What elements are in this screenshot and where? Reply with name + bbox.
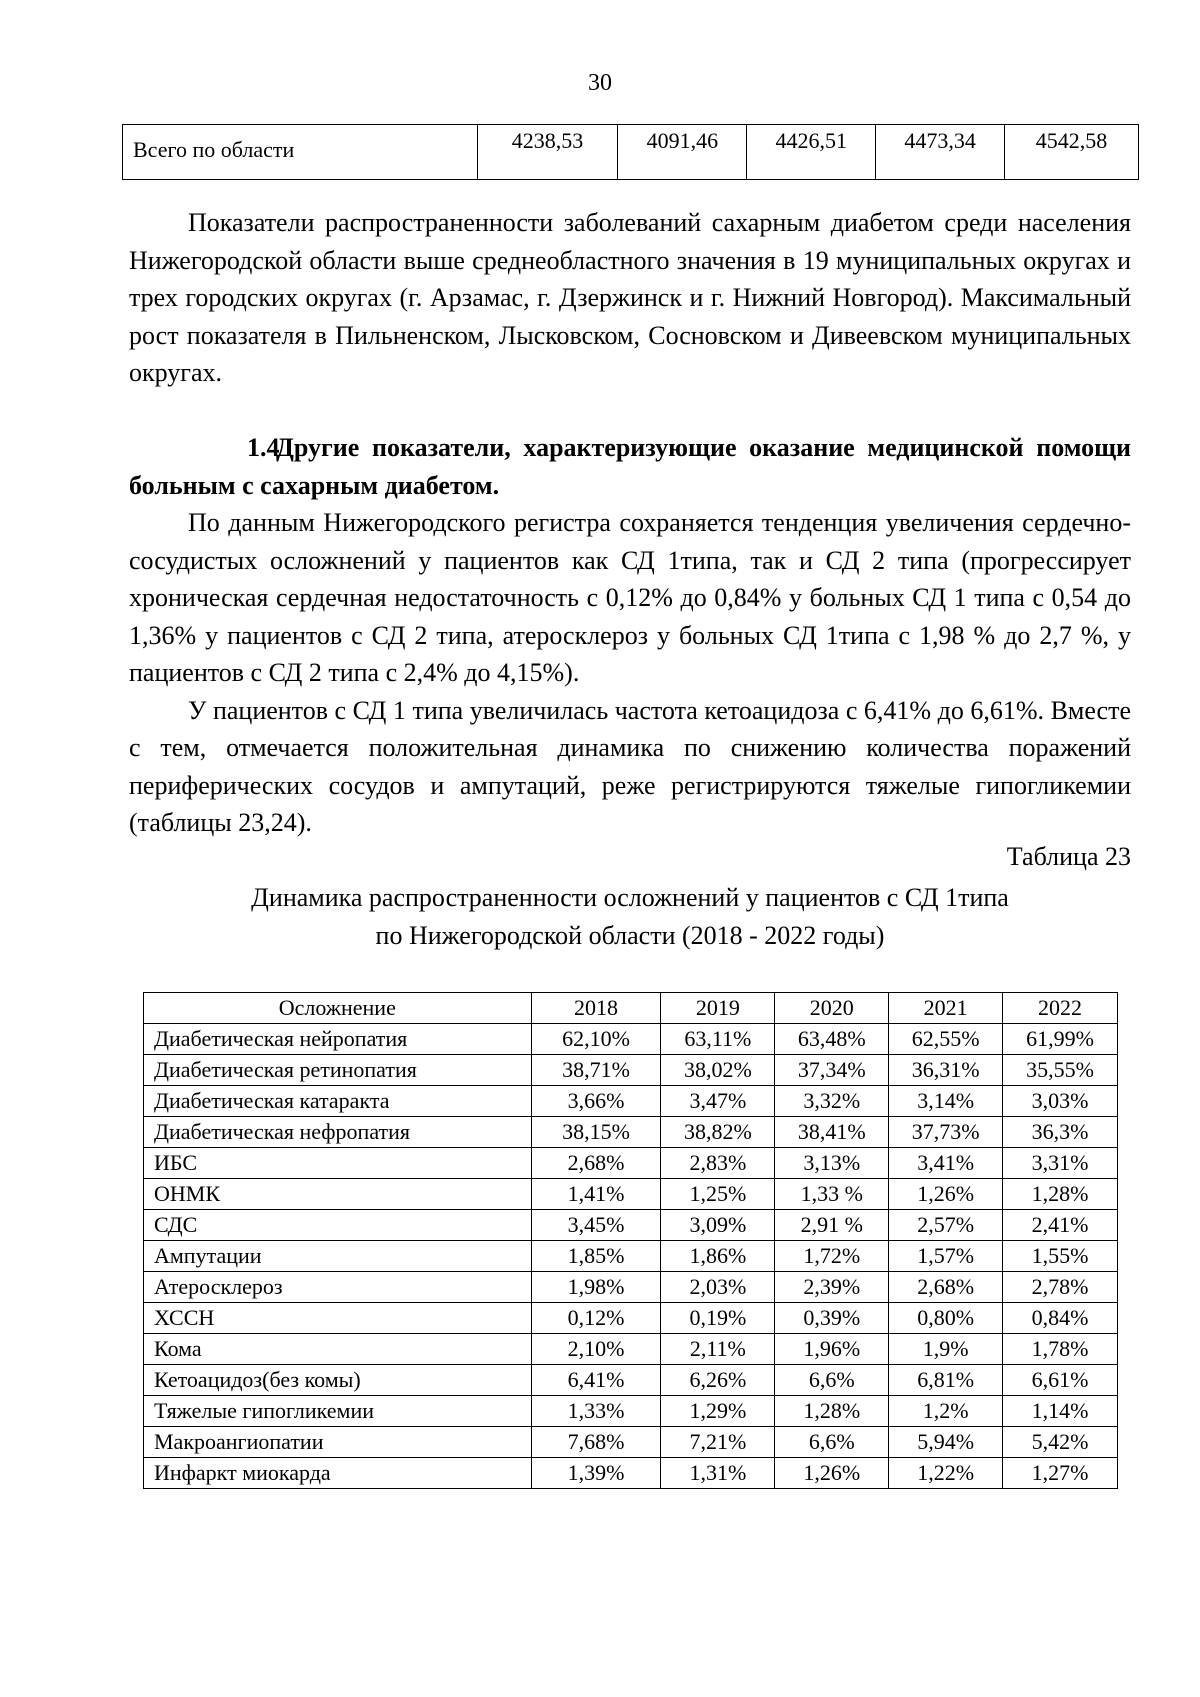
- percent-cell: 3,03%: [1003, 1086, 1118, 1117]
- percent-cell: 1,33%: [531, 1396, 661, 1427]
- table-row: [144, 1365, 1118, 1396]
- table-row: [144, 1210, 1118, 1241]
- column-header: 2022: [1003, 993, 1118, 1024]
- complication-name: Тяжелые гипогликемии: [144, 1396, 532, 1427]
- percent-cell: 1,41%: [531, 1179, 661, 1210]
- percent-cell: 2,68%: [531, 1148, 661, 1179]
- complication-name: Кома: [144, 1334, 532, 1365]
- percent-cell: 6,26%: [661, 1365, 775, 1396]
- percent-cell: 2,57%: [889, 1210, 1003, 1241]
- value-cell: 4091,46: [618, 125, 747, 180]
- value-cell: 4238,53: [477, 125, 618, 180]
- section-number: 1.4: [247, 433, 280, 462]
- column-header: 2018: [531, 993, 661, 1024]
- percent-cell: 1,33 %: [775, 1179, 889, 1210]
- percent-cell: 1,98%: [531, 1272, 661, 1303]
- percent-cell: 1,22%: [889, 1458, 1003, 1489]
- column-header: Осложнение: [144, 993, 532, 1024]
- percent-cell: 38,15%: [531, 1117, 661, 1148]
- complication-name: ОНМК: [144, 1179, 532, 1210]
- percent-cell: 1,26%: [889, 1179, 1003, 1210]
- percent-cell: 0,80%: [889, 1303, 1003, 1334]
- value-cell: 4473,34: [876, 125, 1005, 180]
- percent-cell: 3,31%: [1003, 1148, 1118, 1179]
- row-label: Всего по области: [123, 125, 478, 180]
- complications-table: [143, 992, 1118, 1489]
- percent-cell: 62,55%: [889, 1024, 1003, 1055]
- percent-cell: 0,12%: [531, 1303, 661, 1334]
- paragraph: У пациентов с СД 1 типа увеличилась частота кетоацидоза с 6,41% до 6,61%. Вместе с тем, отмечается положительная динамика по снижению количества поражений периферических сосудов и ампутаций, реже регистрируются тяжелые гипогликемии (таблицы 23,24).: [129, 695, 1131, 837]
- table-row: [144, 1148, 1118, 1179]
- complication-name: СДС: [144, 1210, 532, 1241]
- percent-cell: 1,31%: [661, 1458, 775, 1489]
- table-body: [144, 1024, 1118, 1489]
- table-title-line: Динамика распространенности осложнений у пациентов с СД 1типа: [251, 883, 1009, 912]
- percent-cell: 3,47%: [661, 1086, 775, 1117]
- percent-cell: 2,39%: [775, 1272, 889, 1303]
- paragraph: По данным Нижегородского регистра сохраняется тенденция увеличения сердечно-сосудистых осложнений у пациентов как СД 1типа, так и СД 2 типа (прогрессирует хроническая сердечная недостаточность с 0,12% до 0,84% у больных СД 1 типа с 0,54 до 1,36% у пациентов с СД 2 типа, атеросклероз у больных СД 1типа с 1,98 % до 2,7 %, у пациентов с СД 2 типа с 2,4% до 4,15%).: [129, 508, 1131, 687]
- section-heading: [129, 429, 1131, 504]
- percent-cell: 35,55%: [1003, 1055, 1118, 1086]
- percent-cell: 2,78%: [1003, 1272, 1118, 1303]
- percent-cell: 6,61%: [1003, 1365, 1118, 1396]
- percent-cell: 63,11%: [661, 1024, 775, 1055]
- complication-name: Диабетическая нейропатия: [144, 1024, 532, 1055]
- table-row: [144, 1334, 1118, 1365]
- percent-cell: 1,86%: [661, 1241, 775, 1272]
- percent-cell: 1,78%: [1003, 1334, 1118, 1365]
- column-header: 2021: [889, 993, 1003, 1024]
- percent-cell: 3,41%: [889, 1148, 1003, 1179]
- table-row: [144, 1272, 1118, 1303]
- percent-cell: 1,2%: [889, 1396, 1003, 1427]
- percent-cell: 1,14%: [1003, 1396, 1118, 1427]
- percent-cell: 1,57%: [889, 1241, 1003, 1272]
- percent-cell: 7,68%: [531, 1427, 661, 1458]
- table-row: [144, 1024, 1118, 1055]
- percent-cell: 2,03%: [661, 1272, 775, 1303]
- percent-cell: 6,81%: [889, 1365, 1003, 1396]
- table-label: Таблица 23: [1006, 842, 1131, 871]
- percent-cell: 2,83%: [661, 1148, 775, 1179]
- percent-cell: 0,19%: [661, 1303, 775, 1334]
- table-row: [144, 1427, 1118, 1458]
- complication-name: Кетоацидоз(без комы): [144, 1365, 532, 1396]
- column-header: 2020: [775, 993, 889, 1024]
- table-row: [144, 1458, 1118, 1489]
- percent-cell: 37,34%: [775, 1055, 889, 1086]
- column-header: 2019: [661, 993, 775, 1024]
- complication-name: Диабетическая катаракта: [144, 1086, 532, 1117]
- percent-cell: 1,28%: [775, 1396, 889, 1427]
- paragraph: Показатели распространенности заболеваний сахарным диабетом среди населения Нижегородской области выше среднеобластного значения в 19 муниципальных округах и трех городских округах (г. Арзамас, г. Дзержинск и г. Нижний Новгород). Максимальный рост показателя в Пильненском, Лысковском, Сосновском и Дивеевском муниципальных округах.: [129, 208, 1131, 387]
- region-total-table: [122, 124, 1139, 180]
- percent-cell: 1,72%: [775, 1241, 889, 1272]
- table-row: [144, 1396, 1118, 1427]
- page-number: 30: [588, 70, 612, 96]
- percent-cell: 3,13%: [775, 1148, 889, 1179]
- percent-cell: 38,82%: [661, 1117, 775, 1148]
- percent-cell: 6,41%: [531, 1365, 661, 1396]
- section-title: Другие показатели, характеризующие оказание медицинской помощи больным с сахарным диабетом.: [129, 433, 1131, 500]
- complication-name: Диабетическая нефропатия: [144, 1117, 532, 1148]
- percent-cell: 1,26%: [775, 1458, 889, 1489]
- value-cell: 4426,51: [747, 125, 876, 180]
- percent-cell: 7,21%: [661, 1427, 775, 1458]
- table-title-line: по Нижегородской области (2018 - 2022 годы): [375, 921, 885, 950]
- table-row: [144, 1241, 1118, 1272]
- percent-cell: 61,99%: [1003, 1024, 1118, 1055]
- percent-cell: 63,48%: [775, 1024, 889, 1055]
- percent-cell: 1,29%: [661, 1396, 775, 1427]
- percent-cell: 2,10%: [531, 1334, 661, 1365]
- percent-cell: 1,9%: [889, 1334, 1003, 1365]
- complication-name: Ампутации: [144, 1241, 532, 1272]
- percent-cell: 2,41%: [1003, 1210, 1118, 1241]
- percent-cell: 1,85%: [531, 1241, 661, 1272]
- percent-cell: 38,02%: [661, 1055, 775, 1086]
- value-cell: 4542,58: [1005, 125, 1139, 180]
- percent-cell: 62,10%: [531, 1024, 661, 1055]
- percent-cell: 1,96%: [775, 1334, 889, 1365]
- percent-cell: 6,6%: [775, 1365, 889, 1396]
- percent-cell: 6,6%: [775, 1427, 889, 1458]
- percent-cell: 3,09%: [661, 1210, 775, 1241]
- table-row: [144, 1303, 1118, 1334]
- percent-cell: 1,28%: [1003, 1179, 1118, 1210]
- percent-cell: 1,27%: [1003, 1458, 1118, 1489]
- table-row: [144, 1055, 1118, 1086]
- percent-cell: 1,25%: [661, 1179, 775, 1210]
- complication-name: ИБС: [144, 1148, 532, 1179]
- percent-cell: 38,41%: [775, 1117, 889, 1148]
- table-row: [123, 125, 1139, 180]
- percent-cell: 1,39%: [531, 1458, 661, 1489]
- percent-cell: 3,14%: [889, 1086, 1003, 1117]
- percent-cell: 0,39%: [775, 1303, 889, 1334]
- complication-name: Атеросклероз: [144, 1272, 532, 1303]
- complication-name: ХССН: [144, 1303, 532, 1334]
- table-row: [144, 1179, 1118, 1210]
- percent-cell: 3,32%: [775, 1086, 889, 1117]
- complication-name: Макроангиопатии: [144, 1427, 532, 1458]
- percent-cell: 3,66%: [531, 1086, 661, 1117]
- percent-cell: 5,94%: [889, 1427, 1003, 1458]
- complication-name: Диабетическая ретинопатия: [144, 1055, 532, 1086]
- percent-cell: 3,45%: [531, 1210, 661, 1241]
- percent-cell: 5,42%: [1003, 1427, 1118, 1458]
- table-title: [0, 879, 1200, 955]
- percent-cell: 36,3%: [1003, 1117, 1118, 1148]
- percent-cell: 2,68%: [889, 1272, 1003, 1303]
- percent-cell: 36,31%: [889, 1055, 1003, 1086]
- body-text-1: [129, 204, 1131, 392]
- table-header-row: [144, 993, 1118, 1024]
- percent-cell: 0,84%: [1003, 1303, 1118, 1334]
- percent-cell: 38,71%: [531, 1055, 661, 1086]
- body-text-2: [129, 429, 1131, 842]
- percent-cell: 2,91 %: [775, 1210, 889, 1241]
- percent-cell: 37,73%: [889, 1117, 1003, 1148]
- percent-cell: 2,11%: [661, 1334, 775, 1365]
- complication-name: Инфаркт миокарда: [144, 1458, 532, 1489]
- table-row: [144, 1117, 1118, 1148]
- percent-cell: 1,55%: [1003, 1241, 1118, 1272]
- table-row: [144, 1086, 1118, 1117]
